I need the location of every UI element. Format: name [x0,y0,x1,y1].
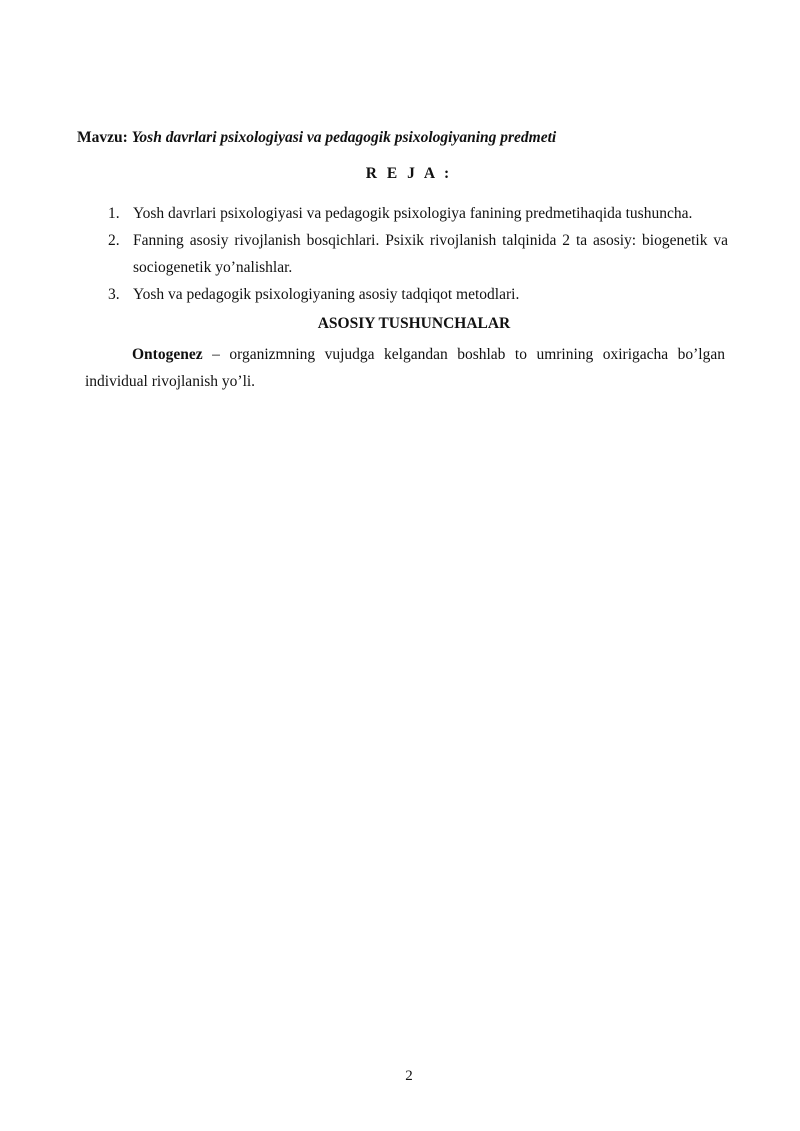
page-number: 2 [405,1068,413,1084]
topic-line [77,128,556,148]
topic-label: Mavzu: [77,129,128,146]
definition-text: – organizmning vujudga kelgandan boshlab to umrining oxirigacha bo’lgan individual rivojlanish yo’li. [85,346,725,390]
plan-item-text: Fanning asosiy rivojlanish bosqichlari. Psixik rivojlanish talqinida 2 ta asosiy: biogenetik va sociogenetik yo’nalishlar. [133,232,728,276]
plan-item [108,227,728,281]
plan-item-number: 2. [108,232,120,249]
plan-item-number: 1. [108,205,120,222]
topic-title: Yosh davrlari psixologiyasi va pedagogik psixologiyaning predmeti [131,129,557,146]
plan-item-text: Yosh va pedagogik psixologiyaning asosiy tadqiqot metodlari. [133,286,520,303]
plan-item [108,200,728,227]
plan-item [108,281,728,308]
plan-item-number: 3. [108,286,120,303]
definition-paragraph [85,341,725,395]
plan-item-text: Yosh davrlari psixologiyasi va pedagogik psixologiya fanining predmetihaqida tushuncha. [133,205,693,222]
concepts-heading: ASOSIY TUSHUNCHALAR [317,315,511,332]
definition-term: Ontogenez [132,346,203,363]
plan-heading: R E J A : [365,165,453,182]
plan-list [108,200,728,308]
